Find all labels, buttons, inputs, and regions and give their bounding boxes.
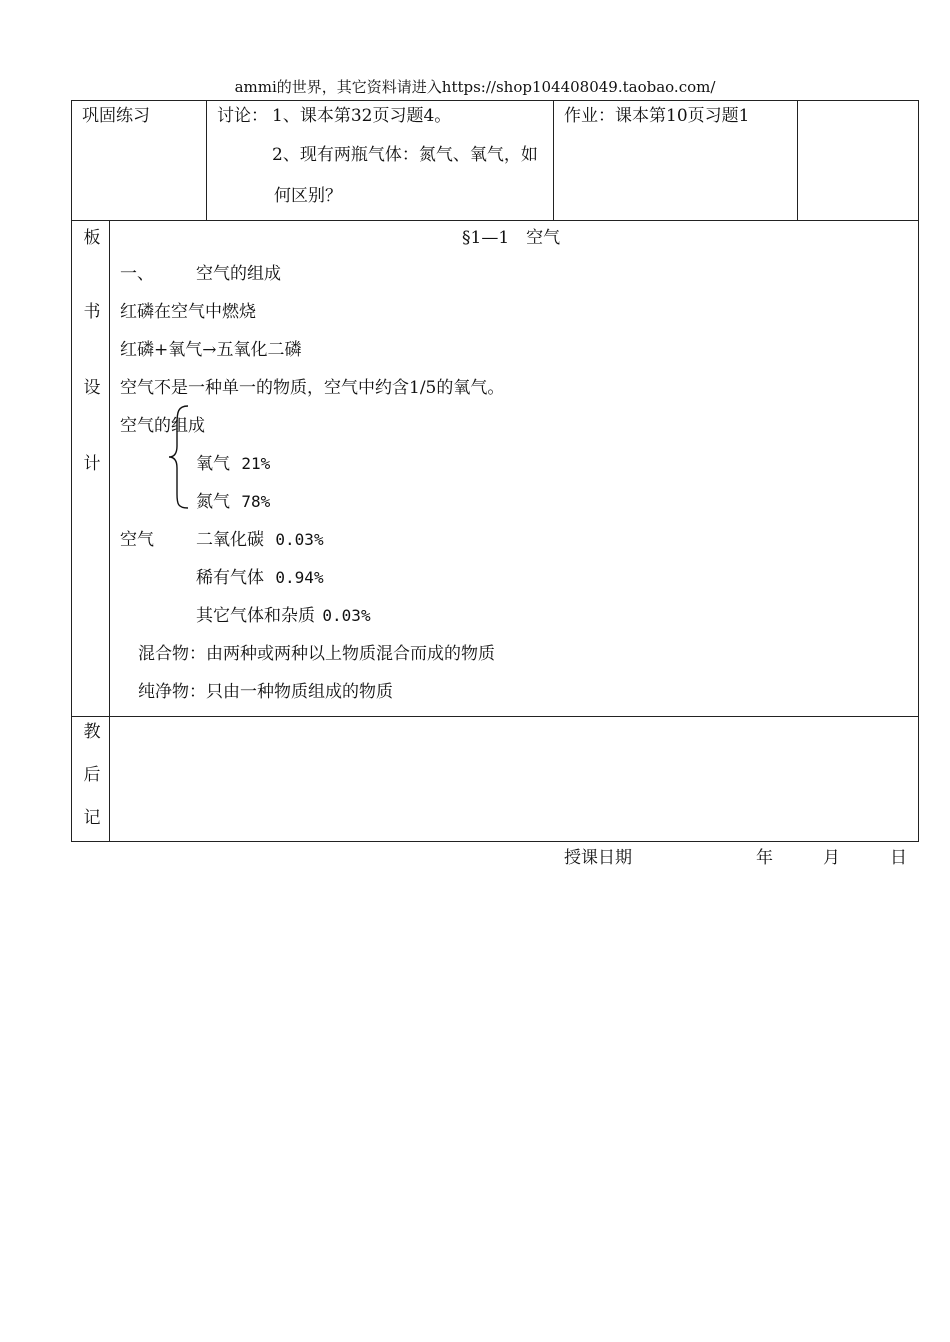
section-title: 空气的组成 — [196, 264, 281, 284]
col-divider-b — [553, 100, 554, 221]
component-value: 0.94% — [275, 568, 324, 587]
practice-label: 巩固练习 — [82, 106, 150, 126]
board-label-char-1: 板 — [83, 228, 101, 248]
component-row-oxygen — [196, 453, 270, 475]
component-name: 稀有气体 — [196, 568, 264, 588]
component-value: 0.03% — [275, 530, 324, 549]
component-name: 氮气 — [196, 492, 230, 512]
component-value: 78% — [241, 492, 271, 511]
curly-brace — [166, 404, 192, 510]
component-name: 二氧化碳 — [196, 530, 264, 550]
component-name: 氧气 — [196, 454, 230, 474]
date-label: 授课日期 — [564, 848, 632, 868]
row-divider-1 — [71, 220, 919, 221]
discussion-item-2-line1: 2、现有两瓶气体：氮气、氧气，如 — [272, 145, 538, 165]
board-label-char-2: 书 — [83, 302, 101, 322]
board-label-char-4: 计 — [83, 454, 101, 474]
component-row-other — [196, 605, 371, 627]
row-divider-2 — [71, 716, 919, 717]
board-line-4: 空气的组成 — [120, 416, 205, 436]
board-line-3: 空气不是一种单一的物质，空气中约含1/5的氧气。 — [120, 378, 505, 398]
board-title: §1—1 空气 — [462, 228, 561, 248]
board-line-1: 红磷在空气中燃烧 — [120, 302, 256, 322]
col-divider-c — [797, 100, 798, 221]
date-month: 月 — [823, 848, 840, 868]
homework-text: 作业：课本第10页习题1 — [564, 106, 750, 126]
page-header: ammi的世界，其它资料请进入https://shop104408049.taobao.com/ — [234, 78, 716, 96]
component-row-co2 — [196, 529, 324, 551]
component-value: 21% — [241, 454, 271, 473]
border-top — [71, 100, 919, 101]
board-line-2: 红磷+氧气→五氧化二磷 — [120, 340, 302, 360]
after-label-char-1: 教 — [83, 722, 101, 742]
mixture-definition: 混合物：由两种或两种以上物质混合而成的物质 — [138, 644, 495, 664]
discussion-item-2-line2: 何区别？ — [274, 186, 342, 206]
after-label-char-2: 后 — [83, 765, 101, 785]
discussion-item-1: 1、课本第32页习题4。 — [272, 106, 452, 126]
border-right — [918, 100, 919, 842]
after-label-char-3: 记 — [83, 808, 101, 828]
date-day: 日 — [890, 848, 907, 868]
section-number: 一、 — [120, 264, 154, 284]
col-divider-a — [206, 100, 207, 221]
border-left — [71, 100, 72, 842]
border-bottom — [71, 841, 919, 842]
component-name: 其它气体和杂质 — [196, 606, 315, 626]
component-value: 0.03% — [322, 606, 371, 625]
board-label-char-3: 设 — [83, 378, 101, 398]
component-row-nitrogen — [196, 491, 270, 513]
component-row-rare-gas — [196, 567, 324, 589]
date-year: 年 — [756, 848, 773, 868]
discussion-prefix: 讨论： — [217, 106, 268, 126]
col-divider-label — [109, 220, 110, 842]
air-label: 空气 — [120, 530, 154, 550]
pure-definition: 纯净物：只由一种物质组成的物质 — [138, 682, 393, 702]
